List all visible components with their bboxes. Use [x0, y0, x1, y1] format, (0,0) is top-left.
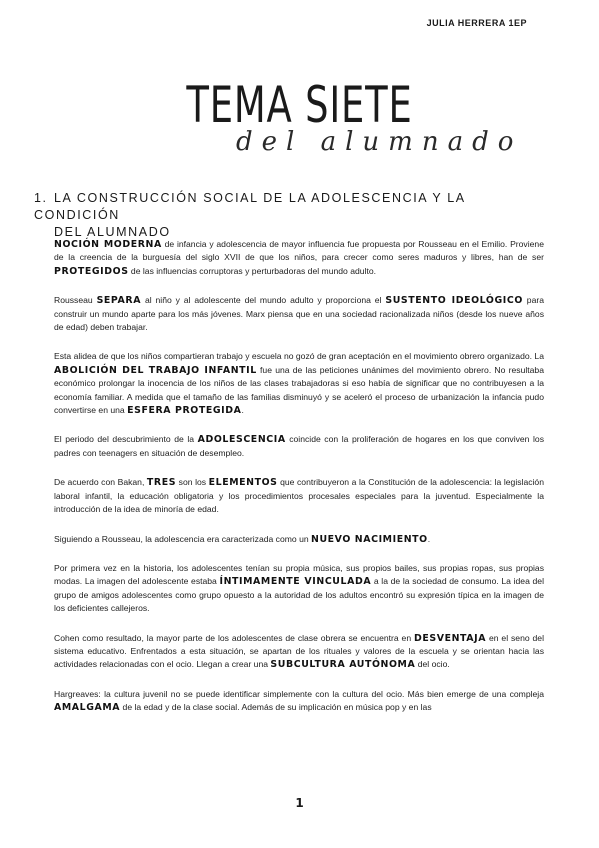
paragraph	[54, 688, 544, 715]
paragraph-text: .	[241, 405, 244, 416]
key-term: NOCIÓN MODERNA	[54, 239, 162, 250]
paragraph-text: son los	[176, 477, 209, 488]
paragraph-text: Rousseau	[54, 295, 97, 306]
key-term: SUBCULTURA AUTÓNOMA	[270, 659, 416, 671]
paragraph	[54, 433, 544, 460]
paragraph-text: El periodo del descubrimiento de la	[54, 434, 198, 445]
page-subtitle: del alumnado	[236, 127, 523, 157]
page-number: 1	[295, 796, 304, 810]
paragraph-text: Siguiendo a Rousseau, la adolescencia era caracterizada como un	[54, 533, 312, 544]
paragraph	[54, 476, 544, 516]
paragraph	[54, 238, 544, 278]
key-term: TRES	[146, 477, 177, 489]
paragraph	[54, 533, 544, 546]
paragraph-text: que contribuyeron a la Constitución de la adolescencia: la legislación laboral infantil, la educación obligatoria y los procedimientos procesales especiales para la juventud. Especialmente la introducción de la idea de minoría de edad.	[54, 477, 544, 515]
section-heading	[34, 190, 554, 241]
paragraph-text: del ocio.	[415, 659, 450, 670]
paragraph-text: para construir un mundo aparte para los más jóvenes. Marx piensa que en una sociedad racionalizada niños (desde los nueve años de edad) deben trabajar.	[54, 295, 544, 333]
paragraph-text: al niño y al adolescente del mundo adulto y proporciona el	[141, 295, 386, 306]
paragraph-text: de las influencias corruptoras y perturbadoras del mundo adulto.	[128, 265, 376, 276]
author-name: JULIA HERRERA 1EP	[426, 18, 527, 28]
paragraph-text: de infancia y adolescencia de mayor influencia fue propuesta por Rousseau en el Emilio. Proviene de la creencia de la burguesía del siglo XVII de que los niños, para crecer como seres maduros y libres, han de ser	[54, 239, 544, 263]
section-number: 1.	[34, 191, 48, 205]
section-heading-line2: DEL ALUMNADO	[54, 225, 171, 239]
page-title: TEMA SIETE	[186, 76, 413, 134]
paragraph-text: Esta alidea de que los niños compartieran trabajo y escuela no gozó de gran aceptación en el movimiento obrero organizado. La	[54, 351, 544, 362]
paragraph-text: .	[427, 533, 431, 544]
key-term: ADOLESCENCIA	[197, 434, 286, 446]
key-term: SEPARA	[96, 295, 142, 307]
key-term: SUSTENTO IDEOLÓGICO	[385, 295, 523, 307]
section-heading-line1: LA CONSTRUCCIÓN SOCIAL DE LA ADOLESCENCIA Y LA CONDICIÓN	[34, 191, 465, 222]
paragraph-text: a la de la sociedad de consumo. La idea del grupo de amigos adolescentes como grupo opuesto a la autoridad de los adultos encontró su expresión típica en la imagen de los deficientes callejeros.	[54, 576, 544, 614]
key-term: ÍNTIMAMENTE VINCULADA	[219, 576, 372, 588]
paragraph-text: Por primera vez en la historia, los adolescentes tenían su propia música, sus propios bailes, sus propias ropas, sus propias modas. La imagen del adolescente estaba	[54, 562, 544, 587]
paragraph	[54, 562, 544, 616]
paragraph	[54, 294, 544, 334]
paragraph	[54, 350, 544, 417]
paragraph	[54, 632, 544, 672]
paragraph-text: Cohen como resultado, la mayor parte de los adolescentes de clase obrera se encuentra en	[54, 632, 414, 643]
key-term: PROTEGIDOS	[54, 265, 129, 277]
key-term: DESVENTAJA	[414, 632, 487, 644]
paragraph-text: Hargreaves: la cultura juvenil no se puede identificar simplemente con la cultura del ocio. Más bien emerge de una compleja	[54, 688, 544, 699]
key-term: ESFERA PROTEGIDA	[127, 405, 242, 417]
paragraph-text: De acuerdo con Bakan,	[54, 477, 147, 488]
key-term: ELEMENTOS	[208, 477, 278, 489]
paragraph-text: coincide con la proliferación de hogares en los que conviven los padres con teenagers en situación de desempleo.	[54, 434, 544, 458]
key-term: NUEVO NACIMIENTO	[311, 533, 428, 545]
paragraph-text: de la edad y de la clase social. Además de su implicación en música pop y en las	[120, 702, 432, 713]
body-text	[54, 238, 544, 731]
key-term: ABOLICIÓN DEL TRABAJO INFANTIL	[54, 364, 257, 376]
paragraph-text: en el seno del sistema educativo. Enfrentados a esta situación, se apartan de los rituales y valores de la escuela y se orientan hacia las actividades relacionadas con el ocio. Llegan a crear una	[54, 632, 544, 670]
key-term: AMALGAMA	[54, 702, 121, 714]
paragraph-text: fue una de las peticiones unánimes del movimiento obrero. No resultaba económico prolongar la inocencia de los niños de las clases trabajadoras si eso había de significar que no contribuyesen a la economía familiar. A medida que el tamaño de las familias disminuyó y se aceleró el proceso de urbanización la infancia pudo convertirse en una	[54, 364, 544, 416]
